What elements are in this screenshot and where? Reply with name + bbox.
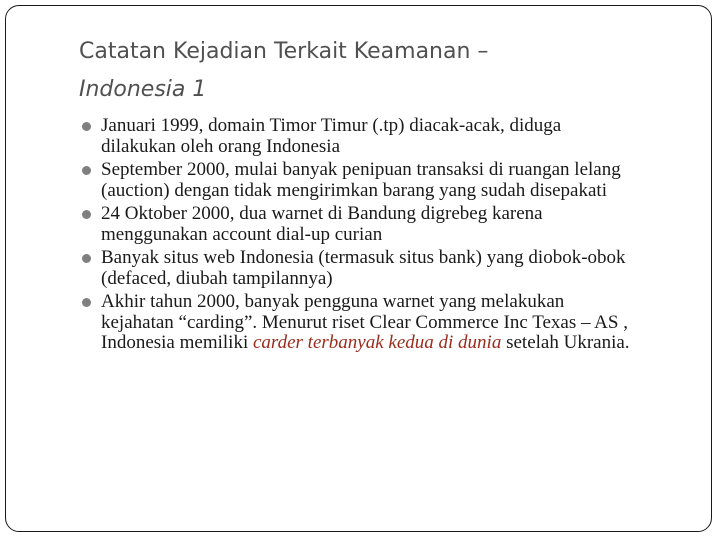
bullet-item-2 <box>80 160 640 201</box>
bullet-item-text-after: setelah Ukrania. <box>501 332 630 353</box>
bullet-item-text: Januari 1999, domain Timor Timur (.tp) diacak-acak, diduga dilakukan oleh orang Indonesia <box>101 115 562 157</box>
bullet-icon <box>82 122 91 131</box>
bullet-item-text: Banyak situs web Indonesia (termasuk situs bank) yang diobok-obok (defaced, diubah tampilannya) <box>101 247 626 289</box>
bullet-icon <box>82 210 91 219</box>
bullet-list <box>80 116 640 357</box>
bullet-icon <box>82 298 91 307</box>
bullet-item-text: September 2000, mulai banyak penipuan transaksi di ruangan lelang (auction) dengan tidak mengirimkan barang yang sudah disepakati <box>101 159 621 201</box>
highlighted-text: carder terbanyak kedua di dunia <box>252 332 502 353</box>
bullet-item-3 <box>80 204 640 245</box>
bullet-item-5 <box>80 292 640 354</box>
bullet-icon <box>82 254 91 263</box>
slide-title-line2: Indonesia 1 <box>79 77 207 102</box>
bullet-item-text-before: Akhir tahun 2000, banyak pengguna warnet yang melakukan kejahatan “carding”. Menurut riset Clear Commerce Inc Texas – AS , Indonesia memiliki <box>101 291 628 353</box>
slide-title <box>79 33 659 109</box>
bullet-item-text: 24 Oktober 2000, dua warnet di Bandung digrebeg karena menggunakan account dial-up curian <box>101 203 543 245</box>
slide-title-line1: Catatan Kejadian Terkait Keamanan – <box>79 39 489 64</box>
bullet-item-4 <box>80 248 640 289</box>
bullet-icon <box>82 166 91 175</box>
bullet-item-1 <box>80 116 640 157</box>
